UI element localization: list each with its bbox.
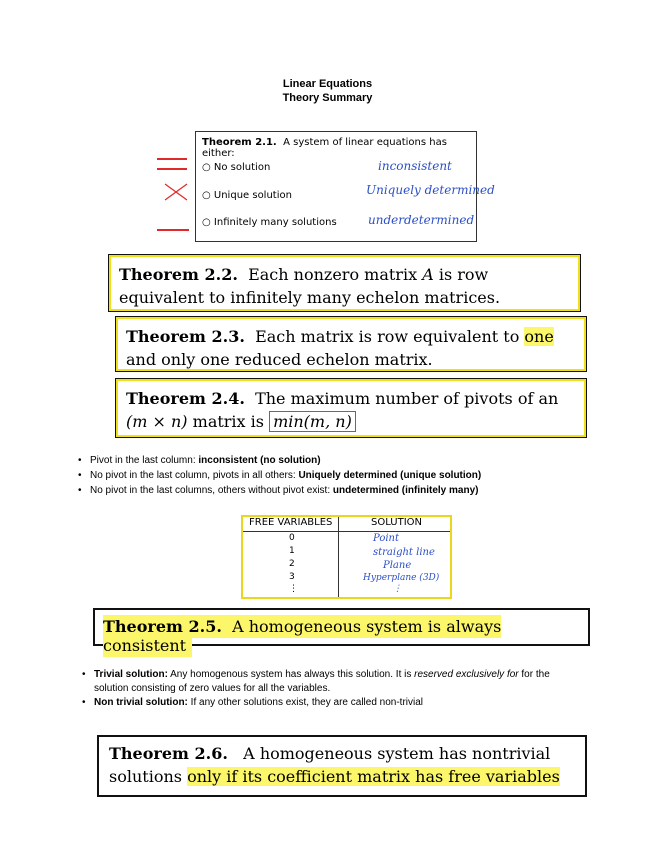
handwritten-note: straight line [373,547,435,558]
list-item [80,668,580,696]
option-no-solution: ○ No solution [202,162,271,173]
theorem-text: Each nonzero matrix [248,265,418,284]
theorem-2-1-header [202,137,476,159]
highlighted-text: one [524,327,554,346]
table-cell: 0 [289,533,295,543]
table-divider [338,517,339,597]
bullet-text: for the solution consisting of zero values for all the variables. [94,669,550,694]
handwritten-note: Plane [383,560,412,571]
column-header: FREE VARIABLES [249,517,333,528]
theorem-2-4-box [115,378,587,438]
table-cell: 3 [289,572,295,582]
bullet-bold: Trivial solution: [94,669,168,680]
bullet-bold: Uniquely determined (unique solution) [298,470,482,481]
theorem-label: Theorem 2.6. [109,744,228,763]
theorem-text: A system of linear equations has either: [202,137,447,159]
table-cell: 2 [289,559,295,569]
theorem-label: Theorem 2.1. [202,137,277,148]
handwritten-note: Hyperplane (3D) [363,573,440,583]
handwritten-note: inconsistent [378,159,452,173]
theorem-label: Theorem 2.5. [103,617,222,636]
option-unique-solution: ○ Unique solution [202,190,292,201]
column-header: SOLUTION [371,517,423,528]
option-infinite-solutions: ○ Infinitely many solutions [202,217,337,228]
theorem-text: is row equivalent to infinitely many echelon matrices. [119,265,501,307]
page-subtitle: Theory Summary [282,92,373,104]
list-item [80,696,580,710]
handwritten-note: Point [373,533,400,544]
free-variables-table [241,515,452,599]
strike-mark [157,229,189,231]
theorem-2-3-box [115,316,587,372]
math-dims: (m × n) [126,412,188,431]
table-divider [243,531,450,532]
math-variable: A [422,265,434,284]
theorem-text: and only one reduced echelon matrix. [126,350,433,369]
list-item [76,453,481,468]
bullet-text: No pivot in the last columns, others without pivot exist: [90,485,333,496]
handwritten-note: underdetermined [368,213,475,227]
bullet-text: If any other solutions exist, they are called non-trivial [187,697,424,708]
list-item [76,483,481,498]
bullet-bold: inconsistent (no solution) [198,455,321,466]
theorem-text: A homogeneous system has nontrivial solutions [109,744,551,786]
theorem-text: matrix is [192,412,264,431]
page-title: Linear Equations [282,78,373,90]
highlighted-line [103,615,501,657]
bullet-text: Any homogenous system has always this solution. It is [167,669,415,680]
theorem-2-6-box [97,735,587,797]
table-cell: 1 [289,546,295,556]
theorem-2-5-box [93,608,590,655]
bullet-bold: Non trivial solution: [94,697,188,708]
pivot-bullet-list [76,453,481,498]
strike-mark [157,168,187,170]
table-cell: ⋮ [289,584,298,594]
theorem-label: Theorem 2.2. [119,265,238,284]
solution-type-list [80,668,580,710]
bullet-bold: undetermined (infinitely many) [332,485,479,496]
bullet-text: No pivot in the last column, pivots in all others: [90,470,299,481]
list-item [76,468,481,483]
theorem-label: Theorem 2.3. [126,327,245,346]
bullet-italic: reserved exclusively for [414,669,519,680]
handwritten-note: Uniquely determined [366,183,495,197]
handwritten-note: ⋮ [393,584,402,594]
bullet-text: Pivot in the last column: [90,455,199,466]
theorem-2-2-box [108,254,581,312]
theorem-text: A homogeneous system is always consistent [103,617,502,655]
theorem-text: The maximum number of pivots of an [255,389,559,408]
theorem-text: Each matrix is row equivalent to [255,327,520,346]
highlighted-text: only if its coefficient matrix has free variables [187,767,560,786]
boxed-answer: min(m, n) [269,411,356,432]
strike-mark [157,158,187,160]
theorem-label: Theorem 2.4. [126,389,245,408]
cross-mark-icon [163,182,189,202]
